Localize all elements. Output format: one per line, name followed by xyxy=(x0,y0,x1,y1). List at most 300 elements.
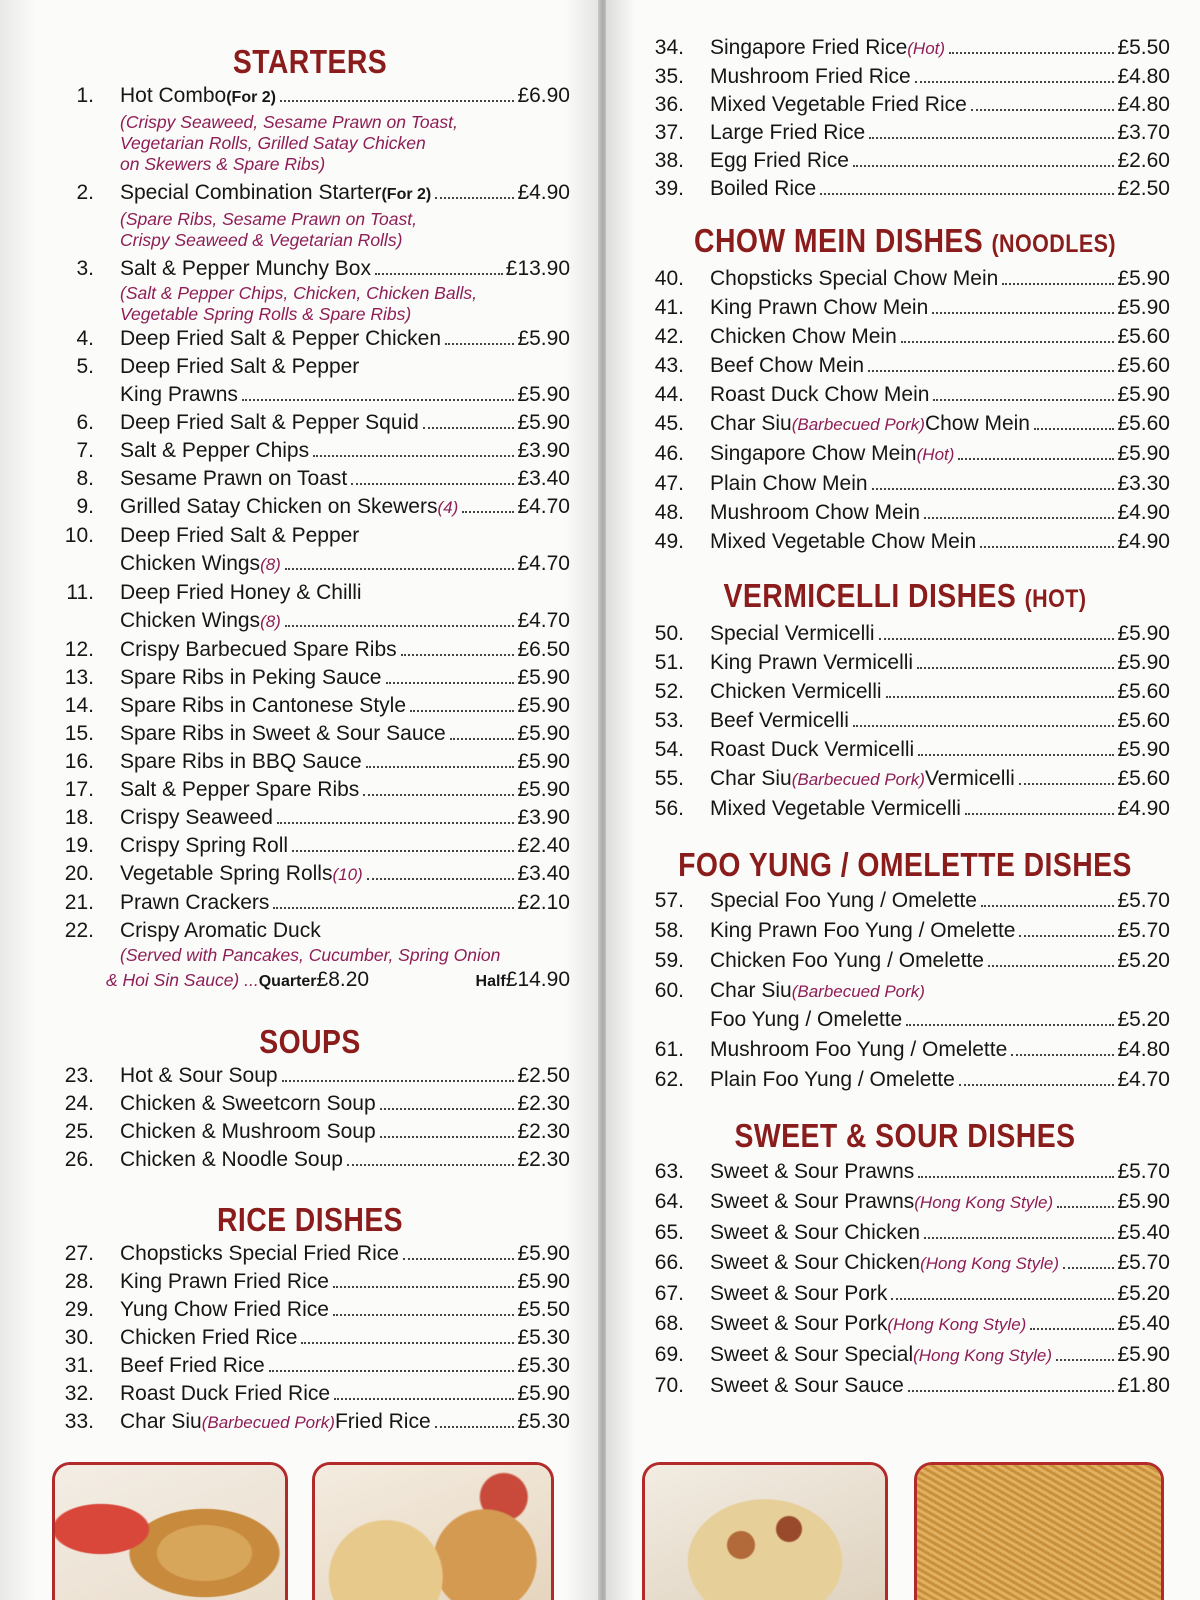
item-line xyxy=(710,147,1170,175)
right-column xyxy=(640,0,1170,1400)
item-note: (Hot) xyxy=(907,39,946,58)
item-name-cont: King Prawns xyxy=(120,383,238,406)
item-line xyxy=(120,917,570,945)
item-number: 36. xyxy=(654,93,684,116)
dot-leader xyxy=(410,710,514,712)
item-number: 10. xyxy=(64,524,94,547)
item-name: Hot & Sour Soup xyxy=(120,1064,278,1087)
item-line xyxy=(710,620,1170,648)
item-number: 20. xyxy=(64,862,94,885)
item-name: Salt & Pepper Munchy Box xyxy=(120,257,371,280)
dot-leader xyxy=(1030,1328,1114,1330)
item-name: Hot Combo xyxy=(120,84,227,107)
item-line xyxy=(710,470,1170,498)
menu-item xyxy=(50,776,570,804)
dot-leader xyxy=(1011,1054,1114,1056)
item-price: £2.40 xyxy=(517,834,570,857)
dot-leader xyxy=(1019,935,1114,937)
item-name-after: Chow Mein xyxy=(924,412,1030,435)
item-name: Spare Ribs in Cantonese Style xyxy=(120,694,406,717)
item-name-after: Vermicelli xyxy=(924,767,1015,790)
dot-leader xyxy=(450,738,515,740)
menu-item xyxy=(50,493,570,522)
item-description: (Crispy Seaweed, Sesame Prawn on Toast, xyxy=(120,112,458,132)
item-name: Special Vermicelli xyxy=(710,622,875,645)
item-line xyxy=(710,1219,1170,1247)
item-number: 70. xyxy=(654,1374,684,1397)
item-line xyxy=(120,465,570,493)
item-price: £5.60 xyxy=(1117,680,1170,703)
dot-leader xyxy=(891,1298,1114,1300)
item-price: £2.30 xyxy=(517,1120,570,1143)
item-note: (Barbecued Pork) xyxy=(791,415,925,434)
item-price: £5.70 xyxy=(1117,919,1170,942)
item-price: £5.90 xyxy=(517,778,570,801)
item-number: 65. xyxy=(654,1221,684,1244)
item-price: £4.80 xyxy=(1117,65,1170,88)
item-name: Spare Ribs in Sweet & Sour Sauce xyxy=(120,722,446,745)
item-price: £4.70 xyxy=(1117,1068,1170,1091)
item-name: Roast Duck Fried Rice xyxy=(120,1382,331,1405)
item-line xyxy=(120,1296,570,1324)
menu-item xyxy=(50,664,570,692)
item-line xyxy=(120,804,570,832)
menu-item xyxy=(640,352,1170,380)
starters-heading xyxy=(86,42,533,82)
menu-item xyxy=(50,1352,570,1380)
half-label: Half xyxy=(475,973,506,990)
item-line xyxy=(710,1066,1170,1094)
item-name: Singapore Chow Mein xyxy=(710,442,917,465)
menu-item xyxy=(640,119,1170,147)
sweet-sour-heading xyxy=(677,1116,1133,1156)
item-number: 61. xyxy=(654,1038,684,1061)
item-price: £4.80 xyxy=(1117,93,1170,116)
item-line xyxy=(710,265,1170,293)
item-number: 3. xyxy=(76,257,94,280)
item-number: 30. xyxy=(64,1326,94,1349)
dot-leader xyxy=(273,907,514,909)
item-line xyxy=(120,550,570,579)
dot-leader xyxy=(347,1164,514,1166)
item-number: 31. xyxy=(64,1354,94,1377)
item-number: 2. xyxy=(76,181,94,204)
item-name: Prawn Crackers xyxy=(120,891,270,914)
item-line xyxy=(120,1408,570,1437)
section-title-tag: (HOT) xyxy=(1024,585,1087,613)
item-number: 32. xyxy=(64,1382,94,1405)
item-line xyxy=(120,748,570,776)
item-name: Roast Duck Vermicelli xyxy=(710,738,915,761)
item-description: & Hoi Sin Sauce) ... xyxy=(106,970,259,990)
menu-item xyxy=(50,522,570,579)
dot-leader xyxy=(269,1370,515,1372)
dot-leader xyxy=(933,399,1114,401)
item-name: Beef Fried Rice xyxy=(120,1354,265,1377)
item-number: 34. xyxy=(654,36,684,59)
item-name: Chicken Vermicelli xyxy=(710,680,882,703)
item-price: £5.60 xyxy=(1117,767,1170,790)
menu-item xyxy=(640,707,1170,735)
item-line xyxy=(120,579,570,607)
item-number: 13. xyxy=(64,666,94,689)
item-price: £5.90 xyxy=(1117,1190,1170,1213)
item-price: £13.90 xyxy=(505,257,570,280)
dot-leader xyxy=(351,483,514,485)
section-title-text: SWEET & SOUR DISHES xyxy=(734,1117,1076,1154)
section-title-text: VERMICELLI DISHES xyxy=(723,577,1017,614)
menu-item xyxy=(640,175,1170,203)
dot-leader xyxy=(333,1286,515,1288)
menu-item xyxy=(640,147,1170,175)
item-price: £2.30 xyxy=(517,1092,570,1115)
dot-leader xyxy=(435,1426,515,1428)
item-line xyxy=(710,1036,1170,1064)
item-name: Deep Fried Salt & Pepper Squid xyxy=(120,411,419,434)
item-line xyxy=(710,381,1170,409)
item-description: (Spare Ribs, Sesame Prawn on Toast, xyxy=(120,209,417,229)
item-name: Yung Chow Fried Rice xyxy=(120,1298,329,1321)
item-number: 53. xyxy=(654,709,684,732)
item-name: Mixed Vegetable Fried Rice xyxy=(710,93,967,116)
item-name: Deep Fried Salt & Pepper xyxy=(120,355,360,378)
item-line xyxy=(120,437,570,465)
item-price: £5.30 xyxy=(517,1354,570,1377)
dot-leader xyxy=(932,312,1114,314)
dot-leader xyxy=(868,370,1114,372)
item-note: (8) xyxy=(260,612,281,631)
item-name: King Prawn Fried Rice xyxy=(120,1270,329,1293)
duck-prices xyxy=(106,966,570,996)
item-line xyxy=(120,1146,570,1174)
menu-item xyxy=(640,528,1170,556)
item-price: £5.30 xyxy=(517,1326,570,1349)
item-number: 50. xyxy=(654,622,684,645)
menu-item xyxy=(640,1158,1170,1186)
item-number: 26. xyxy=(64,1148,94,1171)
item-line xyxy=(710,175,1170,203)
item-number: 19. xyxy=(64,834,94,857)
menu-item xyxy=(50,409,570,437)
dot-leader xyxy=(971,109,1115,111)
dot-leader xyxy=(401,654,515,656)
item-name: Special Foo Yung / Omelette xyxy=(710,889,977,912)
item-line xyxy=(710,1310,1170,1339)
dot-leader xyxy=(1056,1359,1114,1361)
dot-leader xyxy=(918,754,1114,756)
section-title-text: STARTERS xyxy=(232,43,388,80)
item-price: £5.90 xyxy=(1117,296,1170,319)
menu-item xyxy=(50,465,570,493)
item-price: £5.90 xyxy=(517,722,570,745)
dot-leader xyxy=(380,1136,515,1138)
item-name: Spare Ribs in Peking Sauce xyxy=(120,666,382,689)
item-name: Vegetable Spring Rolls xyxy=(120,862,333,885)
item-number: 45. xyxy=(654,412,684,435)
menu-item xyxy=(50,636,570,664)
item-price: £5.60 xyxy=(1117,354,1170,377)
item-number: 68. xyxy=(654,1312,684,1335)
item-number: 4. xyxy=(76,327,94,350)
item-description: Vegetable Spring Rolls & Spare Ribs) xyxy=(120,304,412,324)
item-price: £5.90 xyxy=(1117,622,1170,645)
item-name-cont: Foo Yung / Omelette xyxy=(710,1008,903,1031)
item-note: (Barbecued Pork) xyxy=(201,1413,335,1432)
item-line xyxy=(710,765,1170,794)
menu-item xyxy=(50,325,570,353)
item-number: 64. xyxy=(654,1190,684,1213)
item-price: £4.80 xyxy=(1117,1038,1170,1061)
fried-rice-photo xyxy=(642,1462,888,1600)
item-line xyxy=(120,381,570,409)
item-number: 39. xyxy=(654,177,684,200)
item-line xyxy=(120,607,570,636)
menu-item xyxy=(50,692,570,720)
dot-leader xyxy=(901,341,1115,343)
item-price: £6.50 xyxy=(517,638,570,661)
menu-item xyxy=(640,1249,1170,1278)
menu-item xyxy=(640,736,1170,764)
item-price: £2.60 xyxy=(1117,149,1170,172)
menu-item xyxy=(640,440,1170,469)
item-name: King Prawn Vermicelli xyxy=(710,651,914,674)
item-name: Crispy Barbecued Spare Ribs xyxy=(120,638,397,661)
item-number: 44. xyxy=(654,383,684,406)
chow-mein-photo xyxy=(914,1462,1164,1600)
chow-mein-heading xyxy=(677,221,1133,264)
quarter-price: £8.20 xyxy=(316,968,370,991)
item-price: £5.20 xyxy=(1117,1282,1170,1305)
menu-item xyxy=(50,1380,570,1408)
item-line xyxy=(710,499,1170,527)
menu-item xyxy=(640,91,1170,119)
item-note: (Hong Kong Style) xyxy=(913,1346,1053,1365)
item-price: £5.60 xyxy=(1117,709,1170,732)
menu-item xyxy=(50,1268,570,1296)
item-line xyxy=(710,1372,1170,1400)
item-line xyxy=(710,119,1170,147)
item-name: Large Fried Rice xyxy=(710,121,866,144)
item-line xyxy=(120,493,570,522)
item-line xyxy=(710,1158,1170,1186)
item-name: Roast Duck Chow Mein xyxy=(710,383,930,406)
item-number: 23. xyxy=(64,1064,94,1087)
item-line xyxy=(120,325,570,353)
menu-item xyxy=(50,832,570,860)
item-line xyxy=(120,255,570,283)
menu-item xyxy=(640,265,1170,293)
item-line xyxy=(710,294,1170,322)
menu-item xyxy=(640,34,1170,63)
section-title-text: RICE DISHES xyxy=(216,1201,404,1238)
dot-leader xyxy=(958,458,1114,460)
dot-leader xyxy=(872,488,1115,490)
dot-leader xyxy=(908,1390,1115,1392)
item-name: Crispy Spring Roll xyxy=(120,834,289,857)
menu-item xyxy=(50,1090,570,1118)
item-price: £4.90 xyxy=(1117,530,1170,553)
item-note: (Hong Kong Style) xyxy=(887,1315,1027,1334)
dot-leader xyxy=(1063,1267,1114,1269)
item-line xyxy=(120,1268,570,1296)
item-note: (Hong Kong Style) xyxy=(920,1254,1060,1273)
left-column xyxy=(50,0,570,1437)
item-price: £5.20 xyxy=(1117,1008,1170,1031)
menu-item xyxy=(50,1146,570,1174)
item-note: (Barbecued Pork) xyxy=(791,770,925,789)
item-price: £5.60 xyxy=(1117,412,1170,435)
item-price: £5.40 xyxy=(1117,1221,1170,1244)
item-name: Mixed Vegetable Vermicelli xyxy=(710,797,961,820)
menu-right-page xyxy=(606,0,1200,1600)
item-line xyxy=(120,636,570,664)
item-line xyxy=(120,692,570,720)
menu-item xyxy=(50,179,570,251)
item-number: 51. xyxy=(654,651,684,674)
dot-leader xyxy=(282,1080,515,1082)
item-name: Crispy Aromatic Duck xyxy=(120,919,321,942)
item-line xyxy=(120,832,570,860)
spring-rolls-photo xyxy=(52,1462,288,1600)
item-number: 41. xyxy=(654,296,684,319)
item-price: £5.90 xyxy=(517,1270,570,1293)
dot-leader xyxy=(918,1176,1114,1178)
item-line xyxy=(120,1062,570,1090)
dot-leader xyxy=(435,197,514,199)
item-number: 24. xyxy=(64,1092,94,1115)
item-number: 16. xyxy=(64,750,94,773)
item-number: 62. xyxy=(654,1068,684,1091)
item-number: 55. xyxy=(654,767,684,790)
item-name: Sweet & Sour Prawns xyxy=(710,1190,915,1213)
menu-item xyxy=(640,887,1170,915)
section-title-text: FOO YUNG / OMELETTE DISHES xyxy=(678,846,1132,883)
item-line xyxy=(710,678,1170,706)
menu-item xyxy=(640,795,1170,823)
item-price: £3.90 xyxy=(517,806,570,829)
item-price: £2.10 xyxy=(517,891,570,914)
rice-dishes-heading xyxy=(86,1200,533,1240)
item-description: Crispy Seaweed & Vegetarian Rolls) xyxy=(120,230,403,250)
item-line xyxy=(120,720,570,748)
item-description: Vegetarian Rolls, Grilled Satay Chicken xyxy=(120,133,426,153)
dot-leader xyxy=(301,1342,514,1344)
item-price: £4.90 xyxy=(1117,797,1170,820)
item-name: Sweet & Sour Special xyxy=(710,1343,914,1366)
item-price: £1.80 xyxy=(1117,1374,1170,1397)
item-name: Sweet & Sour Prawns xyxy=(710,1160,915,1183)
menu-item xyxy=(640,1188,1170,1217)
menu-item xyxy=(50,255,570,325)
item-number: 11. xyxy=(66,581,94,604)
menu-item xyxy=(640,977,1170,1034)
item-price: £4.90 xyxy=(517,181,570,204)
item-line xyxy=(710,91,1170,119)
item-name: Sweet & Sour Pork xyxy=(710,1282,888,1305)
item-number: 9. xyxy=(76,495,94,518)
item-number: 63. xyxy=(654,1160,684,1183)
menu-item xyxy=(50,1408,570,1437)
item-number: 57. xyxy=(654,889,684,912)
dot-leader xyxy=(375,273,503,275)
item-name: Plain Foo Yung / Omelette xyxy=(710,1068,955,1091)
menu-item xyxy=(50,889,570,917)
item-price: £5.90 xyxy=(1117,1343,1170,1366)
item-name-cont: Chicken Wings xyxy=(120,609,261,632)
item-line xyxy=(710,649,1170,677)
dot-leader xyxy=(403,1258,515,1260)
dot-leader xyxy=(363,794,514,796)
item-line xyxy=(710,887,1170,915)
item-name: Chicken & Sweetcorn Soup xyxy=(120,1092,376,1115)
menu-item xyxy=(640,1341,1170,1370)
dot-leader xyxy=(292,850,514,852)
item-line xyxy=(710,736,1170,764)
section-title-tag: (NOODLES) xyxy=(991,230,1116,258)
item-line xyxy=(710,352,1170,380)
menu-item xyxy=(50,1324,570,1352)
item-name-after: Fried Rice xyxy=(334,1410,431,1433)
item-line xyxy=(120,776,570,804)
item-line xyxy=(120,409,570,437)
item-line xyxy=(120,179,570,209)
item-line xyxy=(710,707,1170,735)
item-name: Chicken & Noodle Soup xyxy=(120,1148,343,1171)
item-price: £5.90 xyxy=(517,383,570,406)
item-name: Salt & Pepper Chips xyxy=(120,439,310,462)
dot-leader xyxy=(853,725,1115,727)
menu-item xyxy=(50,860,570,889)
item-number: 40. xyxy=(654,267,684,290)
item-name: Sweet & Sour Chicken xyxy=(710,1251,921,1274)
vermicelli-heading xyxy=(677,576,1133,619)
item-line xyxy=(710,795,1170,823)
item-name: Char Siu xyxy=(710,979,792,1002)
item-name: Char Siu xyxy=(710,412,792,435)
dot-leader xyxy=(334,1398,514,1400)
item-name: Plain Chow Mein xyxy=(710,472,868,495)
item-number: 48. xyxy=(654,501,684,524)
menu-item xyxy=(50,1118,570,1146)
item-number: 6. xyxy=(76,411,94,434)
menu-item xyxy=(640,1372,1170,1400)
item-name: Deep Fried Salt & Pepper Chicken xyxy=(120,327,441,350)
dot-leader xyxy=(915,81,1115,83)
quarter-label: Quarter xyxy=(258,973,317,990)
menu-item xyxy=(640,63,1170,91)
dot-leader xyxy=(366,766,515,768)
item-number: 22. xyxy=(64,919,94,942)
dot-leader xyxy=(1019,783,1115,785)
dot-leader xyxy=(462,511,514,513)
item-price: £5.90 xyxy=(517,1382,570,1405)
item-price: £5.90 xyxy=(517,666,570,689)
half-price: £14.90 xyxy=(505,968,570,991)
menu-item xyxy=(50,720,570,748)
item-price: £3.40 xyxy=(517,467,570,490)
item-name-cont: Chicken Wings xyxy=(120,552,261,575)
menu-item xyxy=(640,620,1170,648)
item-name: Char Siu xyxy=(710,767,792,790)
menu-item xyxy=(640,1066,1170,1094)
dot-leader xyxy=(980,546,1114,548)
item-line xyxy=(710,1006,1170,1034)
item-price: £3.90 xyxy=(517,439,570,462)
menu-item xyxy=(50,1296,570,1324)
item-price: £4.70 xyxy=(517,609,570,632)
item-number: 60. xyxy=(654,979,684,1002)
item-number: 59. xyxy=(654,949,684,972)
